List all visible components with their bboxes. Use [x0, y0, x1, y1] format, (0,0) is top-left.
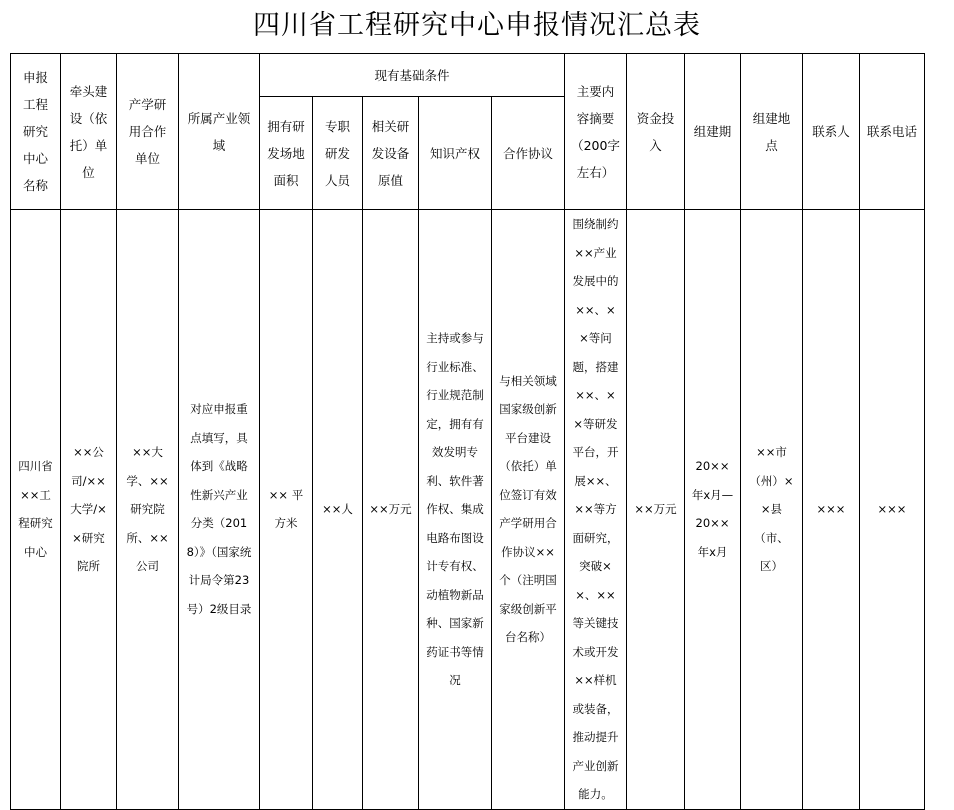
cell-ip: 主持或参与行业标准、行业规范制定，拥有有效发明专利、软件著作权、集成电路布图设计专有权、动植物新品种、国家新药证书等情况	[419, 210, 492, 810]
cell-phone: ×××	[860, 210, 925, 810]
header-partner-unit: 产学研用合作单位	[117, 54, 179, 210]
header-center-name: 申报工程研究中心名称	[11, 54, 61, 210]
header-ip: 知识产权	[419, 97, 492, 210]
header-funding: 资金投入	[627, 54, 685, 210]
header-existing-conditions: 现有基础条件	[260, 54, 565, 97]
cell-equipment: ××万元	[363, 210, 419, 810]
header-phone: 联系电话	[860, 54, 925, 210]
cell-contact: ×××	[803, 210, 860, 810]
cell-lead-unit: ××公司/××大学/××研究院所	[61, 210, 117, 810]
cell-industry-field: 对应申报重点填写，具体到《战略性新兴产业分类（2018）》（国家统计局令第23号）2级目录	[179, 210, 260, 810]
cell-period: 20××年x月—20××年x月	[685, 210, 741, 810]
header-contact: 联系人	[803, 54, 860, 210]
summary-table	[10, 53, 925, 810]
page-title: 四川省工程研究中心申报情况汇总表	[253, 10, 701, 41]
cell-center-name: 四川省××工程研究中心	[11, 210, 61, 810]
header-staff: 专职研发人员	[313, 97, 363, 210]
header-coop-agreement: 合作协议	[492, 97, 565, 210]
cell-summary: 围绕制约××产业发展中的××、××等问题，搭建××、××等研发平台，开展××、××等方面研究，突破××、××等关键技术或开发××样机或装备，推动提升产业创新能力。	[565, 210, 627, 810]
header-rd-area: 拥有研发场地面积	[260, 97, 313, 210]
cell-funding: ××万元	[627, 210, 685, 810]
header-period: 组建期	[685, 54, 741, 210]
header-location: 组建地点	[741, 54, 803, 210]
cell-partner-unit: ××大学、××研究院所、××公司	[117, 210, 179, 810]
cell-location: ××市（州）××县（市、区）	[741, 210, 803, 810]
header-equipment: 相关研发设备原值	[363, 97, 419, 210]
header-lead-unit: 牵头建设（依托）单位	[61, 54, 117, 210]
cell-rd-area: ×× 平方米	[260, 210, 313, 810]
header-summary: 主要内容摘要（200字左右）	[565, 54, 627, 210]
cell-staff: ××人	[313, 210, 363, 810]
header-industry-field: 所属产业领域	[179, 54, 260, 210]
cell-coop-agreement: 与相关领域国家级创新平台建设（依托）单位签订有效产学研用合作协议××个（注明国家级创新平台名称）	[492, 210, 565, 810]
